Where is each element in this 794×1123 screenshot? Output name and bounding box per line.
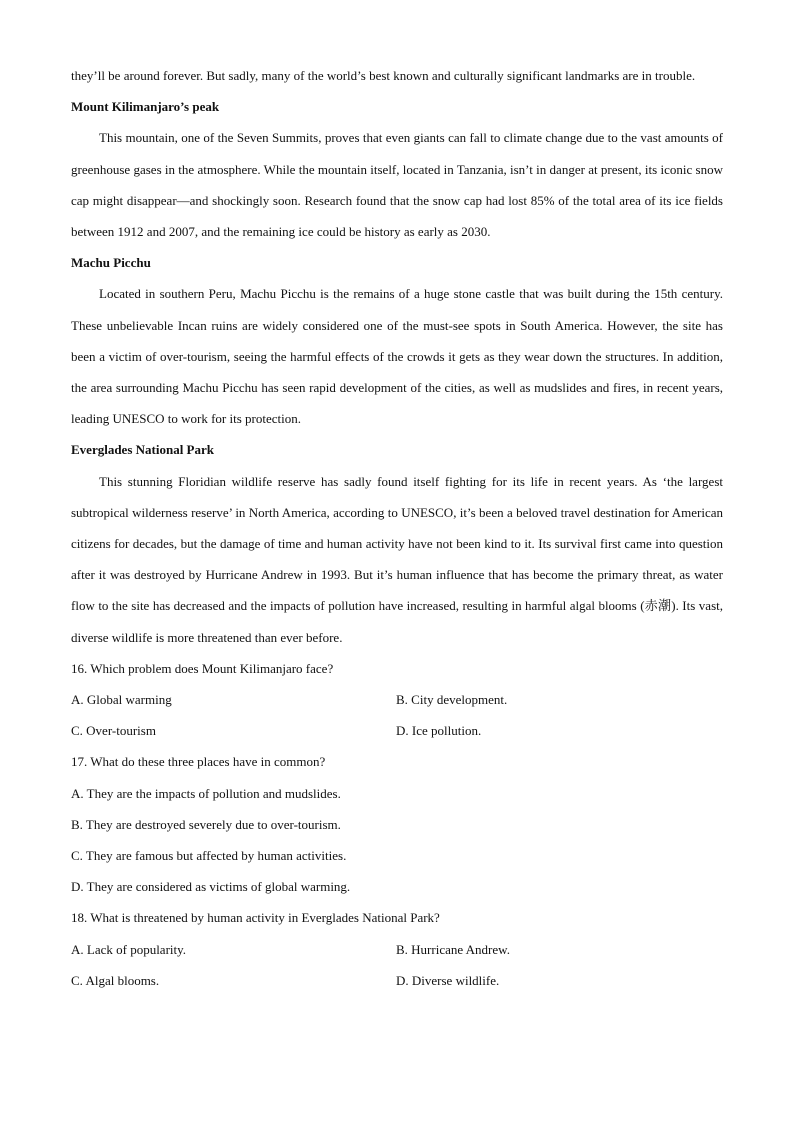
question-16-stem: 16. Which problem does Mount Kilimanjaro face? [71,660,334,676]
question-17-option-d: D. They are considered as victims of global warming. [71,879,351,895]
section-heading-machu-picchu: Machu Picchu [71,255,151,271]
section-heading-kilimanjaro: Mount Kilimanjaro’s peak [71,99,220,115]
question-18-stem: 18. What is threatened by human activity in Everglades National Park? [71,910,440,926]
question-17-stem: 17. What do these three places have in common? [71,754,326,770]
question-16-options-row-2 [71,715,723,746]
question-18-option-d: D. Diverse wildlife. [396,972,500,988]
question-18-option-b: B. Hurricane Andrew. [396,941,510,957]
document-page [71,60,723,996]
section-text-kilimanjaro: This mountain, one of the Seven Summits, proves that even giants can fall to climate change due to the vast amounts of greenhouse gases in the atmosphere. While the mountain itself, located in Tanzania, isn’t in danger at present, its iconic snow cap might disappear—and shockingly soon. Research found that the snow cap had lost 85% of the total area of its ice fields between 1912 and 2007, and the remaining ice could be history as early as 2030. [71,130,723,240]
question-16-option-d: D. Ice pollution. [396,723,482,739]
question-18-option-c: C. Algal blooms. [71,972,160,988]
question-16-options-row-1 [71,684,723,715]
question-18-options-row-2 [71,965,723,996]
question-18-options-row-1 [71,934,723,965]
question-17-option-a: A. They are the impacts of pollution and mudslides. [71,785,341,801]
question-17-option-b: B. They are destroyed severely due to over-tourism. [71,816,341,832]
section-text-everglades: This stunning Floridian wildlife reserve has sadly found itself fighting for its life in recent years. As ‘the largest subtropical wilderness reserve’ in North America, according to UNESCO, it’s been a beloved travel destination for American citizens for decades, but the damage of time and human activity have not been kind to it. Its survival first came into question after it was destroyed by Hurricane Andrew in 1993. But it’s human influence that has become the primary threat, as water flow to the site has decreased and the impacts of pollution have increased, resulting in harmful algal blooms (赤潮). Its vast, diverse wildlife is more threatened than ever before. [71,473,723,645]
section-heading-everglades: Everglades National Park [71,442,214,458]
intro-paragraph-end: they’ll be around forever. But sadly, many of the world’s best known and culturally significant landmarks are in trouble. [71,68,696,83]
section-text-machu-picchu: Located in southern Peru, Machu Picchu is the remains of a huge stone castle that was built during the 15th century. These unbelievable Incan ruins are widely considered one of the must-see spots in South America. However, the site has been a victim of over-tourism, seeing the harmful effects of the crowds it gets as they wear down the structures. In addition, the area surrounding Machu Picchu has seen rapid development of the cities, as well as mudslides and fires, in recent years, leading UNESCO to work for its protection. [71,286,723,427]
question-18-option-a: A. Lack of popularity. [71,941,187,957]
question-16-option-a: A. Global warming [71,692,172,708]
question-17-option-c: C. They are famous but affected by human activities. [71,848,347,864]
question-16-option-c: C. Over-tourism [71,723,156,739]
question-16-option-b: B. City development. [396,692,508,708]
